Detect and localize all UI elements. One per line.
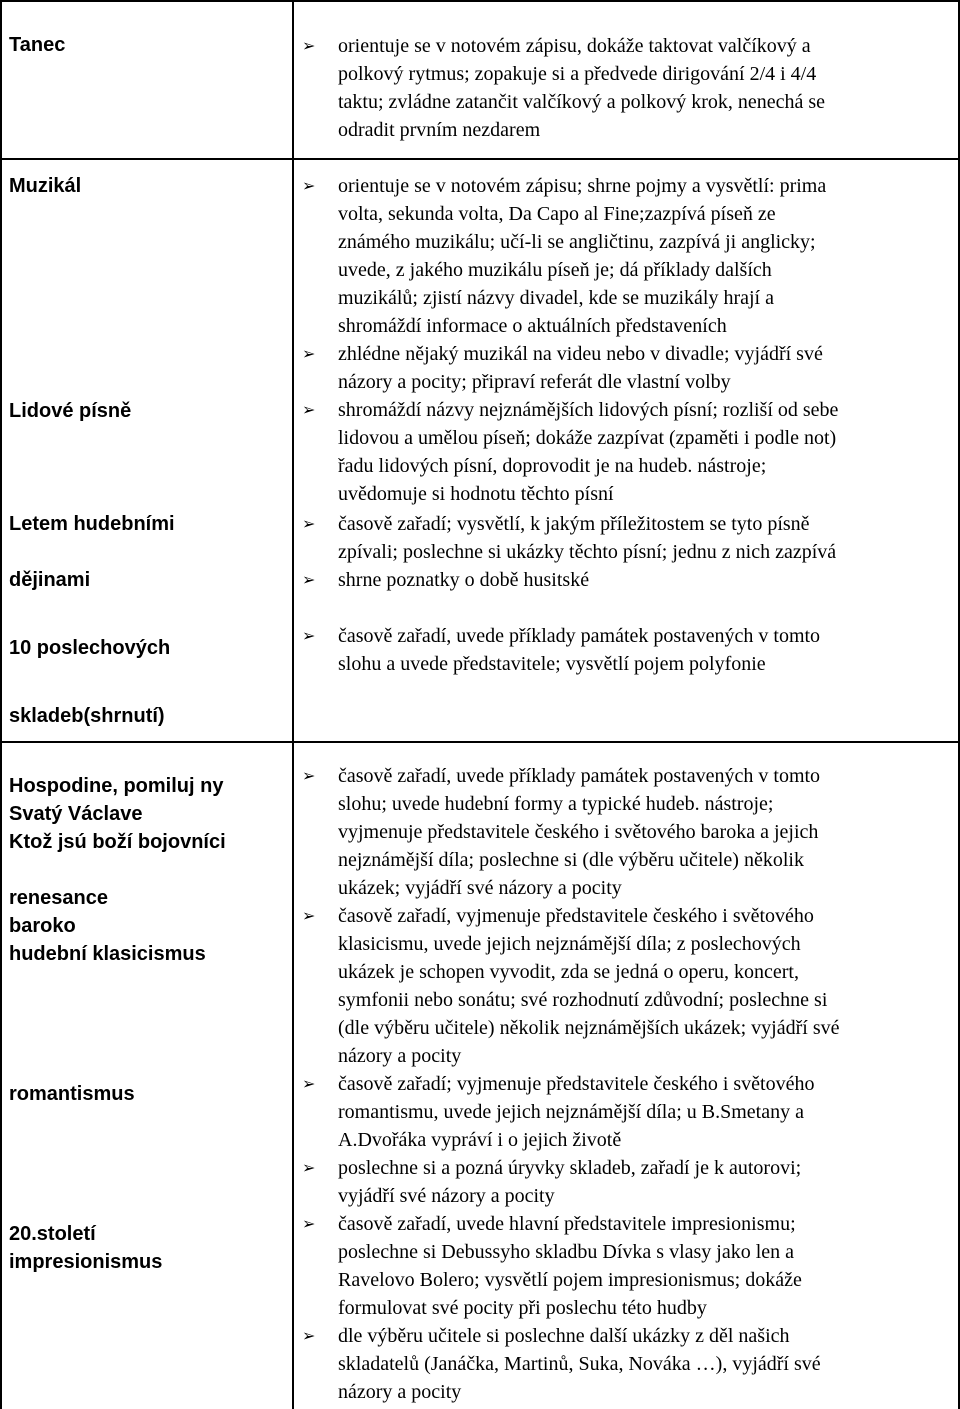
bullet-line: názory a pocity; připraví referát dle vlastní volby bbox=[338, 371, 731, 393]
bullet-line: ➢ orientuje se v notovém zápisu; shrne pojmy a vysvětlí: prima bbox=[338, 175, 827, 197]
bullet-line: Ravelovo Bolero; vysvětlí pojem impresionismus; dokáže bbox=[338, 1269, 802, 1291]
bullet-line: slohu a uvede představitele; vysvětlí pojem polyfonie bbox=[338, 653, 766, 675]
bullet-line: ➢ zhlédne nějaký muzikál na videu nebo v divadle; vyjádří své bbox=[338, 343, 823, 365]
bullet-block-muzikal bbox=[298, 172, 958, 508]
bullet-line: skladatelů (Janáčka, Martinů, Suka, Nováka …), vyjádří své bbox=[338, 1353, 821, 1375]
bullet-item bbox=[298, 1070, 958, 1154]
bullet-item bbox=[298, 1154, 958, 1210]
bullet-item bbox=[298, 510, 958, 566]
bullet-item bbox=[298, 396, 958, 508]
table-border-top bbox=[0, 0, 960, 2]
label-lidove-pisne: Lidové písně bbox=[9, 400, 132, 422]
bullet-block-gotika bbox=[298, 622, 958, 678]
bullet-line: ➢ časově zařadí, uvede hlavní představitele impresionismu; bbox=[338, 1213, 796, 1235]
bullet-line: ➢ časově zařadí, vyjmenuje představitele českého i světového bbox=[338, 905, 814, 927]
bullet-line: romantismu, uvede jejich nejznámější díla; u B.Smetany a bbox=[338, 1101, 804, 1123]
bullet-item bbox=[298, 1210, 958, 1322]
table-column-divider bbox=[292, 0, 294, 1409]
bullet-block-tanec bbox=[298, 32, 958, 144]
label-baroko: baroko bbox=[9, 915, 76, 937]
bullet-line: shromáždí informace o aktuálních představeních bbox=[338, 315, 727, 337]
row-divider-2 bbox=[0, 741, 960, 743]
row-divider-1 bbox=[0, 158, 960, 160]
bullet-line: lidovou a umělou píseň; dokáže zazpívat (zpaměti i podle not) bbox=[338, 427, 837, 449]
label-10-poslechovych: 10 poslechových bbox=[9, 637, 171, 659]
bullet-line: A.Dvořáka vypráví i o jejich životě bbox=[338, 1129, 622, 1151]
label-letem-hudebnimi: Letem hudebními bbox=[9, 513, 175, 535]
bullet-line: taktu; zvládne zatančit valčíkový a polkový krok, nenechá se bbox=[338, 91, 826, 113]
bullet-line: ➢ časově zařadí; vyjmenuje představitele českého i světového bbox=[338, 1073, 815, 1095]
bullet-line: symfonii nebo sonátu; své rozhodnutí zdůvodní; poslechne si bbox=[338, 989, 828, 1011]
bullet-line: ➢ časově zařadí; vysvětlí, k jakým příležitostem se tyto písně bbox=[338, 513, 810, 535]
bullet-item bbox=[298, 32, 958, 144]
bullet-line: názory a pocity bbox=[338, 1045, 462, 1067]
bullet-line: polkový rytmus; zopakuje si a předvede dirigování 2/4 i 4/4 bbox=[338, 63, 817, 85]
bullet-item bbox=[298, 566, 958, 594]
bullet-line: muzikálů; zjistí názvy divadel, kde se muzikály hrají a bbox=[338, 287, 774, 309]
bullet-line: zpívali; poslechne si ukázky těchto písní; jednu z nich zazpívá bbox=[338, 541, 837, 563]
label-romantismus: romantismus bbox=[9, 1083, 135, 1105]
bullet-item bbox=[298, 762, 958, 902]
bullet-line: ➢ časově zařadí, uvede příklady památek postavených v tomto bbox=[338, 625, 821, 647]
bullet-line: ➢ poslechne si a pozná úryvky skladeb, zařadí je k autorovi; bbox=[338, 1157, 802, 1179]
label-renesance: renesance bbox=[9, 887, 108, 909]
bullet-block-slohy bbox=[298, 762, 958, 1406]
label-tanec: Tanec bbox=[9, 34, 66, 56]
bullet-line: nejznámější díla; poslechne si (dle výběru učitele) několik bbox=[338, 849, 804, 871]
bullet-item bbox=[298, 902, 958, 1070]
bullet-line: ➢ shromáždí názvy nejznámějších lidových písní; rozliší od sebe bbox=[338, 399, 839, 421]
bullet-item bbox=[298, 340, 958, 396]
bullet-line: ➢ orientuje se v notovém zápisu, dokáže taktovat valčíkový a bbox=[338, 35, 811, 57]
label-impresionismus: impresionismus bbox=[9, 1251, 163, 1273]
label-20-stoleti: 20.století bbox=[9, 1223, 96, 1245]
bullet-line: formulovat své pocity při poslechu této hudby bbox=[338, 1297, 707, 1319]
label-ktoz: Ktož jsú boží bojovníci bbox=[9, 831, 226, 853]
bullet-item bbox=[298, 622, 958, 678]
bullet-line: uvědomuje si hodnotu těchto písní bbox=[338, 483, 614, 505]
bullet-line: klasicismu, uvede jejich nejznámější díla; z poslechových bbox=[338, 933, 801, 955]
label-muzikal: Muzikál bbox=[9, 175, 82, 197]
bullet-line: vyjádří své názory a pocity bbox=[338, 1185, 555, 1207]
bullet-line: odradit prvním nezdarem bbox=[338, 119, 541, 141]
label-svaty-vaclave: Svatý Václave bbox=[9, 803, 143, 825]
bullet-line: vyjmenuje představitele českého i světového baroka a jejich bbox=[338, 821, 819, 843]
table-border-left bbox=[0, 0, 2, 1409]
label-hospodine: Hospodine, pomiluj ny bbox=[9, 775, 224, 797]
bullet-line: ➢ časově zařadí, uvede příklady památek postavených v tomto bbox=[338, 765, 821, 787]
label-dejinami: dějinami bbox=[9, 569, 91, 591]
bullet-line: ➢ dle výběru učitele si poslechne další ukázky z děl našich bbox=[338, 1325, 790, 1347]
bullet-line: ukázek je schopen vyvodit, zda se jedná o operu, koncert, bbox=[338, 961, 799, 983]
bullet-line: názory a pocity bbox=[338, 1381, 462, 1403]
label-skladeb-shrnuti: skladeb(shrnutí) bbox=[9, 705, 165, 727]
bullet-line: známého muzikálu; učí-li se angličtinu, zazpívá ji anglicky; bbox=[338, 231, 816, 253]
bullet-line: ➢ shrne poznatky o době husitské bbox=[338, 569, 590, 591]
bullet-line: řadu lidových písní, doprovodit je na hudeb. nástroje; bbox=[338, 455, 767, 477]
label-hudebni-klasicismus: hudební klasicismus bbox=[9, 943, 206, 965]
bullet-line: uvede, z jakého muzikálu píseň je; dá příklady dalších bbox=[338, 259, 772, 281]
bullet-line: slohu; uvede hudební formy a typické hudeb. nástroje; bbox=[338, 793, 774, 815]
bullet-line: volta, sekunda volta, Da Capo al Fine;zazpívá píseň ze bbox=[338, 203, 776, 225]
bullet-block-letem bbox=[298, 510, 958, 594]
bullet-item bbox=[298, 1322, 958, 1406]
bullet-line: (dle výběru učitele) několik nejznámějších ukázek; vyjádří své bbox=[338, 1017, 840, 1039]
bullet-line: poslechne si Debussyho skladbu Dívka s vlasy jako len a bbox=[338, 1241, 795, 1263]
bullet-line: ukázek; vyjádří své názory a pocity bbox=[338, 877, 622, 899]
bullet-item bbox=[298, 172, 958, 340]
